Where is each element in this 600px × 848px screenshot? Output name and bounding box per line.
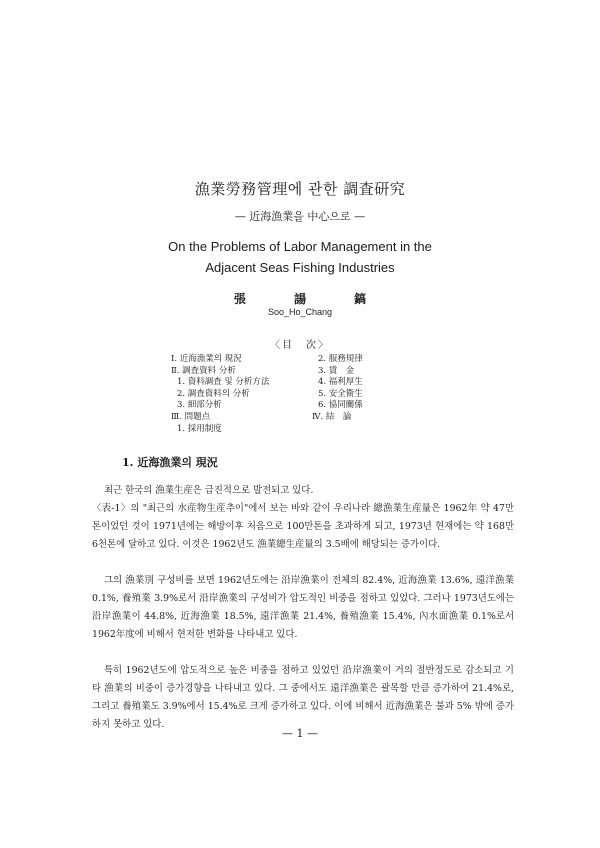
author-name-korean: 張 諹 鎬 bbox=[233, 292, 389, 306]
table-of-contents-heading: 〈目 次〉 bbox=[270, 340, 330, 351]
toc-item: 2. 服務規律 bbox=[318, 354, 363, 364]
paper-title-korean: 漁業勞務管理에 관한 調査研究 bbox=[194, 180, 406, 198]
toc-item: Ⅰ. 近海漁業의 現況 bbox=[171, 354, 242, 364]
toc-item: 1. 採用制度 bbox=[177, 423, 222, 434]
section-heading: 1. 近海漁業의 現況 bbox=[122, 456, 218, 469]
toc-item: 3. 賃 金 bbox=[318, 365, 355, 376]
author-name-english: Soo_Ho_Chang bbox=[267, 307, 333, 317]
toc-item: Ⅳ. 結 論 bbox=[312, 411, 352, 422]
toc-right-column bbox=[312, 354, 363, 424]
paper-title-english bbox=[0, 236, 600, 278]
toc-item: 6. 協同關係 bbox=[318, 400, 363, 411]
toc-item: 1. 資料調査 및 分析方法 bbox=[177, 377, 270, 388]
paper-title-english-line2: Adjacent Seas Fishing Industries bbox=[205, 260, 395, 275]
paper-subtitle-korean: — 近海漁業을 中心으로 — bbox=[234, 210, 366, 223]
toc-left-column bbox=[171, 354, 269, 435]
toc-item: 5. 安全衛生 bbox=[318, 388, 363, 399]
paper-title-english-line1: On the Problems of Labor Management in the bbox=[168, 239, 432, 254]
toc-item: Ⅲ. 問題点 bbox=[171, 411, 211, 422]
body-paragraph: 그의 漁業別 구성비를 보면 1962년도에는 沿岸漁業이 전체의 82.4%, 近海漁業 13.6%, 遠洋漁業 0.1%, 養殖業 3.9%로서 沿岸漁業의 구성비가 압도적인 비중을 점하고 있었다. 그러나 1973년도에는 沿岸漁業이 44.8%, 近海漁業 18.5%, 遠洋漁業 21.4%, 養殖漁業 15.4%, 內水面漁業 0.1%로서 1962年度에 비해서 현저한 변화를 나타내고 있다. bbox=[92, 575, 514, 640]
body-paragraph: 최근 한국의 漁業生産은 급진적으로 발전되고 있다. bbox=[104, 485, 314, 496]
body-paragraph: 〈表-1〉의 "최근의 水産物生産추이"에서 보는 바와 같이 우리나라 總漁業生産量은 1962年 약 47만톤이었던 것이 1971년에는 해방이후 처음으로 100만톤을 초과하게 되고, 1973년 현재에는 약 168만 6천톤에 달하고 있다. 이것은 1962년도 漁業總生産量의 3.5배에 해당되는 증가이다. bbox=[92, 503, 514, 550]
toc-item: 2. 調査資料의 分析 bbox=[177, 388, 250, 399]
toc-item: 4. 福利厚生 bbox=[318, 377, 363, 388]
body-paragraph: 특히 1962년도에 압도적으로 높은 비중을 점하고 있었던 沿岸漁業이 거의 절반정도로 감소되고 기타 漁業의 비중이 증가경향을 나타내고 있다. 그 중에서도 遠洋漁業은 괄목할 만큼 증가하여 21.4%로, 그리고 養殖業도 3.9%에서 15.4%로 크게 증가하고 있다. 이에 비해서 近海漁業은 불과 5% 밖에 증가하지 못하고 있다. bbox=[92, 665, 514, 730]
page-number: — 1 — bbox=[282, 727, 318, 740]
toc-item: 3. 細部分析 bbox=[177, 400, 222, 411]
toc-item: Ⅱ. 調査資料 分析 bbox=[171, 365, 236, 376]
